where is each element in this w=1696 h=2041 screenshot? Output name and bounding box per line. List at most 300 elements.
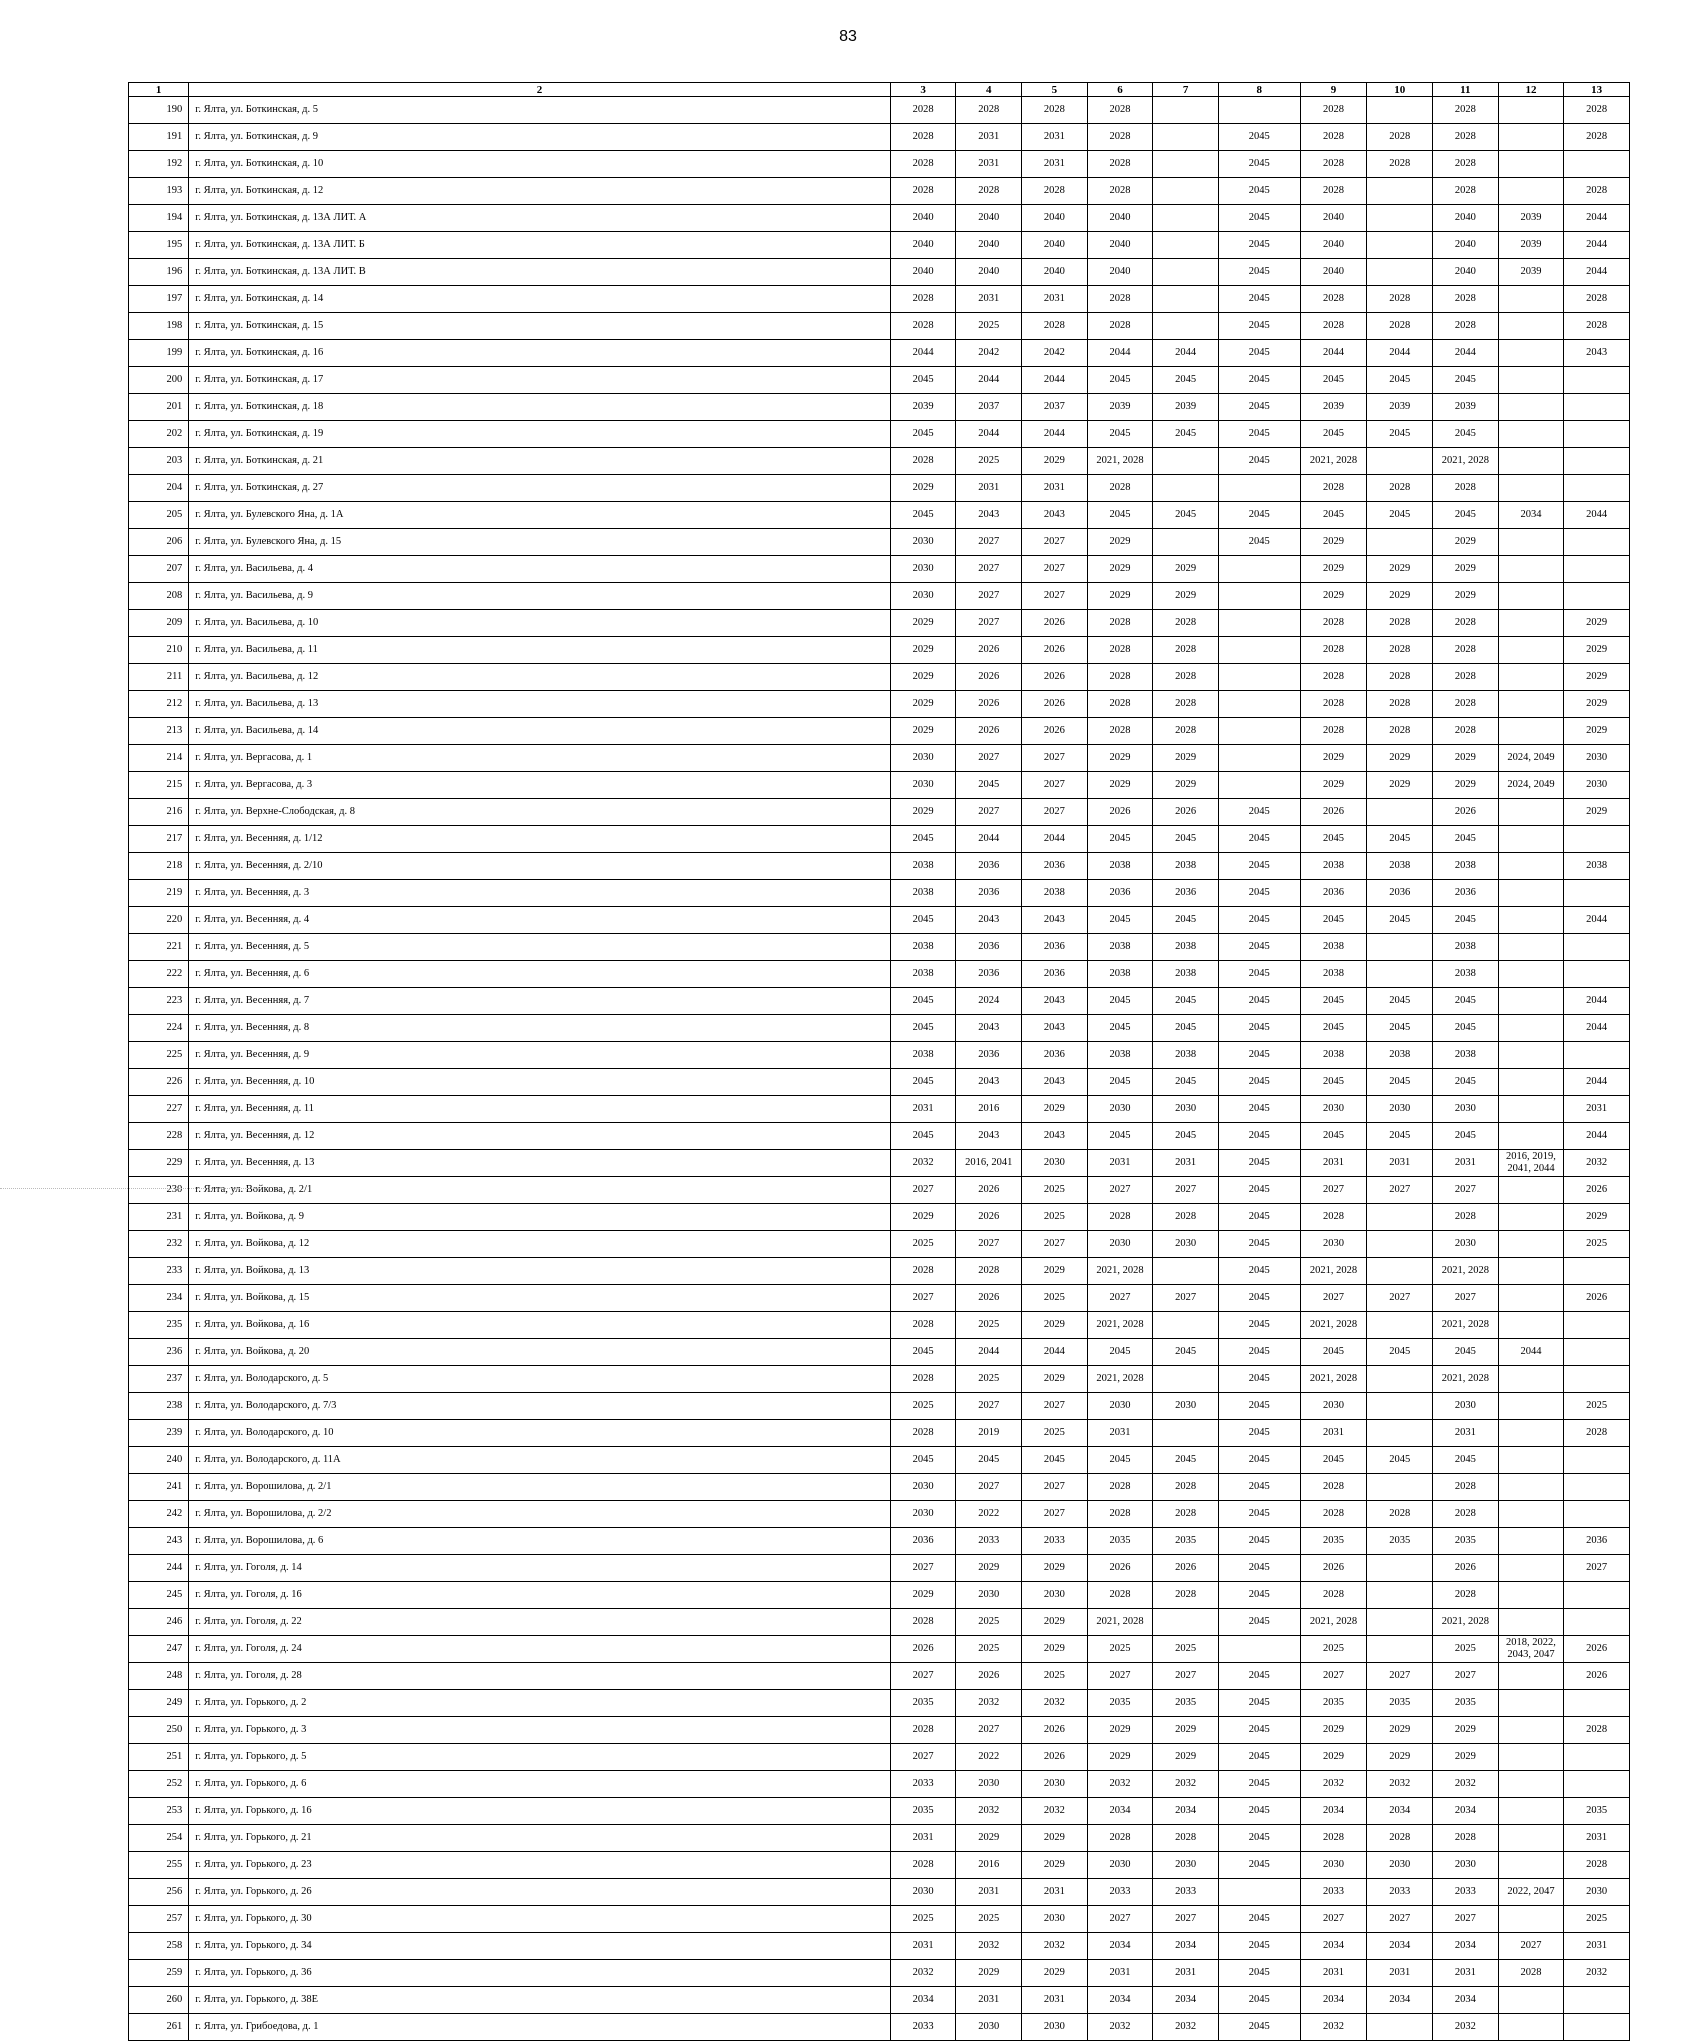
year-cell: 2045	[890, 367, 956, 394]
year-cell: 2028	[1433, 1204, 1499, 1231]
year-cell: 2031	[1300, 1420, 1367, 1447]
year-cell: 2029	[1300, 1744, 1367, 1771]
year-cell: 2031	[1433, 1420, 1499, 1447]
table-row	[129, 1420, 1630, 1447]
year-cell: 2028	[1564, 124, 1630, 151]
year-cell: 2045	[1218, 313, 1300, 340]
year-cell: 2045	[1218, 1285, 1300, 1312]
year-cell: 2029	[1022, 1960, 1088, 1987]
year-cell: 2027	[890, 1177, 956, 1204]
year-cell: 2028	[1367, 610, 1433, 637]
year-cell: 2028	[1564, 1420, 1630, 1447]
year-cell: 2045	[1367, 367, 1433, 394]
column-header: 4	[956, 83, 1022, 97]
address-cell: г. Ялта, ул. Весенняя, д. 9	[189, 1042, 891, 1069]
year-cell: 2044	[1022, 826, 1088, 853]
year-cell: 2028	[890, 151, 956, 178]
year-cell: 2028	[1367, 286, 1433, 313]
year-cell	[1153, 124, 1219, 151]
year-cell: 2045	[1087, 502, 1153, 529]
year-cell	[1367, 799, 1433, 826]
year-cell: 2034	[890, 1987, 956, 2014]
table-row	[129, 1852, 1630, 1879]
year-cell: 2025	[956, 448, 1022, 475]
year-cell: 2045	[1433, 907, 1499, 934]
address-cell: г. Ялта, ул. Весенняя, д. 11	[189, 1096, 891, 1123]
year-cell: 2027	[1022, 583, 1088, 610]
year-cell: 2029	[1153, 583, 1219, 610]
year-cell	[1498, 1393, 1564, 1420]
year-cell: 2028	[1433, 691, 1499, 718]
year-cell: 2028	[1300, 1501, 1367, 1528]
table-row	[129, 1015, 1630, 1042]
year-cell: 2032	[1300, 1771, 1367, 1798]
year-cell: 2031	[956, 1987, 1022, 2014]
year-cell: 2028	[1087, 1501, 1153, 1528]
year-cell	[1498, 1609, 1564, 1636]
year-cell: 2031	[1087, 1150, 1153, 1177]
row-number-cell: 211	[129, 664, 189, 691]
year-cell: 2034	[1153, 1933, 1219, 1960]
year-cell: 2029	[1564, 718, 1630, 745]
year-cell	[1498, 826, 1564, 853]
row-number-cell: 221	[129, 934, 189, 961]
year-cell: 2029	[1564, 610, 1630, 637]
year-cell: 2028	[1087, 1474, 1153, 1501]
year-cell: 2029	[1087, 1744, 1153, 1771]
year-cell: 2030	[1564, 745, 1630, 772]
year-cell: 2029	[1564, 799, 1630, 826]
year-cell: 2029	[1433, 1744, 1499, 1771]
year-cell: 2044	[1564, 1069, 1630, 1096]
year-cell	[1218, 97, 1300, 124]
address-cell: г. Ялта, ул. Боткинская, д. 13А ЛИТ. Б	[189, 232, 891, 259]
year-cell: 2036	[1367, 880, 1433, 907]
address-cell: г. Ялта, ул. Боткинская, д. 17	[189, 367, 891, 394]
year-cell	[1153, 1420, 1219, 1447]
year-cell: 2045	[1300, 1447, 1367, 1474]
year-cell: 2030	[1433, 1852, 1499, 1879]
year-cell: 2027	[890, 1285, 956, 1312]
year-cell: 2028	[1153, 1582, 1219, 1609]
year-cell: 2028	[1367, 151, 1433, 178]
table-row	[129, 1825, 1630, 1852]
year-cell: 2033	[1087, 1879, 1153, 1906]
year-cell: 2039	[1153, 394, 1219, 421]
year-cell: 2025	[890, 1906, 956, 1933]
year-cell: 2029	[956, 1555, 1022, 1582]
row-number-cell: 238	[129, 1393, 189, 1420]
row-number-cell: 193	[129, 178, 189, 205]
year-cell: 2029	[1433, 556, 1499, 583]
row-number-cell: 190	[129, 97, 189, 124]
address-cell: г. Ялта, ул. Весенняя, д. 7	[189, 988, 891, 1015]
year-cell: 2028	[1300, 286, 1367, 313]
table-row	[129, 97, 1630, 124]
address-cell: г. Ялта, ул. Володарского, д. 10	[189, 1420, 891, 1447]
year-cell: 2031	[1087, 1960, 1153, 1987]
row-number-cell: 200	[129, 367, 189, 394]
year-cell	[1498, 556, 1564, 583]
year-cell	[1498, 1177, 1564, 1204]
year-cell: 2040	[890, 259, 956, 286]
year-cell: 2045	[890, 826, 956, 853]
year-cell: 2028	[1498, 1960, 1564, 1987]
year-cell: 2036	[1433, 880, 1499, 907]
year-cell: 2028	[1153, 664, 1219, 691]
table-row	[129, 475, 1630, 502]
year-cell	[1498, 1987, 1564, 2014]
table-row	[129, 313, 1630, 340]
year-cell: 2045	[1300, 421, 1367, 448]
year-cell: 2045	[1153, 1123, 1219, 1150]
year-cell: 2030	[1087, 1393, 1153, 1420]
year-cell	[1367, 1366, 1433, 1393]
row-number-cell: 225	[129, 1042, 189, 1069]
year-cell	[1498, 961, 1564, 988]
year-cell: 2029	[1433, 583, 1499, 610]
year-cell	[1498, 583, 1564, 610]
year-cell: 2039	[1300, 394, 1367, 421]
year-cell: 2045	[1218, 1771, 1300, 1798]
year-cell: 2031	[1367, 1150, 1433, 1177]
address-cell: г. Ялта, ул. Весенняя, д. 8	[189, 1015, 891, 1042]
year-cell: 2045	[1367, 1069, 1433, 1096]
year-cell: 2025	[956, 1609, 1022, 1636]
year-cell: 2029	[1087, 1717, 1153, 1744]
year-cell: 2045	[1153, 1015, 1219, 1042]
row-number-cell: 245	[129, 1582, 189, 1609]
year-cell: 2038	[890, 1042, 956, 1069]
year-cell: 2045	[1218, 1204, 1300, 1231]
year-cell: 2028	[890, 448, 956, 475]
table-row	[129, 637, 1630, 664]
column-header: 1	[129, 83, 189, 97]
year-cell: 2028	[1087, 1204, 1153, 1231]
year-cell: 2045	[1218, 340, 1300, 367]
table-row	[129, 1663, 1630, 1690]
year-cell: 2032	[1367, 1771, 1433, 1798]
year-cell	[1564, 826, 1630, 853]
year-cell: 2045	[1087, 1123, 1153, 1150]
row-number-cell: 226	[129, 1069, 189, 1096]
year-cell: 2032	[1433, 1771, 1499, 1798]
address-cell: г. Ялта, ул. Вергасова, д. 3	[189, 772, 891, 799]
year-cell	[1367, 178, 1433, 205]
address-cell: г. Ялта, ул. Боткинская, д. 21	[189, 448, 891, 475]
row-number-cell: 208	[129, 583, 189, 610]
year-cell	[1498, 1690, 1564, 1717]
year-cell: 2028	[1087, 313, 1153, 340]
year-cell: 2045	[890, 421, 956, 448]
year-cell: 2045	[890, 907, 956, 934]
year-cell: 2044	[1022, 421, 1088, 448]
year-cell: 2045	[1300, 1123, 1367, 1150]
year-cell	[1218, 691, 1300, 718]
year-cell: 2029	[1087, 583, 1153, 610]
address-cell: г. Ялта, ул. Володарского, д. 7/3	[189, 1393, 891, 1420]
year-cell: 2045	[1218, 961, 1300, 988]
year-cell: 2031	[890, 1933, 956, 1960]
table-row	[129, 934, 1630, 961]
year-cell	[1367, 232, 1433, 259]
year-cell: 2045	[1087, 1447, 1153, 1474]
year-cell: 2028	[1433, 286, 1499, 313]
year-cell	[1153, 97, 1219, 124]
year-cell: 2032	[890, 1150, 956, 1177]
address-cell: г. Ялта, ул. Весенняя, д. 1/12	[189, 826, 891, 853]
year-cell: 2021, 2028	[1087, 1258, 1153, 1285]
year-cell: 2040	[890, 205, 956, 232]
year-cell: 2040	[890, 232, 956, 259]
year-cell: 2029	[1153, 745, 1219, 772]
year-cell: 2026	[956, 1204, 1022, 1231]
year-cell: 2036	[1300, 880, 1367, 907]
year-cell: 2033	[1153, 1879, 1219, 1906]
table-row	[129, 691, 1630, 718]
year-cell: 2030	[1433, 1393, 1499, 1420]
year-cell: 2029	[1367, 1744, 1433, 1771]
year-cell: 2027	[1433, 1663, 1499, 1690]
column-header: 2	[189, 83, 891, 97]
year-cell: 2044	[956, 826, 1022, 853]
year-cell: 2045	[1433, 367, 1499, 394]
year-cell: 2029	[1300, 556, 1367, 583]
year-cell: 2025	[1022, 1420, 1088, 1447]
table-row	[129, 1987, 1630, 2014]
year-cell	[1218, 637, 1300, 664]
row-number-cell: 237	[129, 1366, 189, 1393]
year-cell: 2028	[1433, 97, 1499, 124]
year-cell: 2028	[890, 97, 956, 124]
year-cell: 2045	[1218, 151, 1300, 178]
year-cell: 2028	[1087, 1825, 1153, 1852]
year-cell: 2044	[1300, 340, 1367, 367]
year-cell	[1153, 1366, 1219, 1393]
year-cell: 2030	[890, 1474, 956, 1501]
year-cell: 2029	[1087, 556, 1153, 583]
address-cell: г. Ялта, ул. Васильева, д. 4	[189, 556, 891, 583]
year-cell: 2025	[1564, 1393, 1630, 1420]
row-number-cell: 228	[129, 1123, 189, 1150]
year-cell: 2030	[1153, 1231, 1219, 1258]
table-row	[129, 448, 1630, 475]
table-row	[129, 1717, 1630, 1744]
year-cell	[1218, 718, 1300, 745]
table-row	[129, 205, 1630, 232]
year-cell: 2045	[1218, 1744, 1300, 1771]
year-cell	[1498, 97, 1564, 124]
year-cell: 2018, 2022, 2043, 2047	[1498, 1636, 1564, 1663]
year-cell: 2027	[956, 1474, 1022, 1501]
year-cell: 2036	[1564, 1528, 1630, 1555]
table-row	[129, 1609, 1630, 1636]
year-cell: 2029	[1022, 1258, 1088, 1285]
year-cell	[1498, 1798, 1564, 1825]
year-cell: 2045	[1300, 907, 1367, 934]
year-cell: 2031	[890, 1096, 956, 1123]
year-cell: 2043	[956, 502, 1022, 529]
year-cell: 2038	[1153, 934, 1219, 961]
year-cell: 2030	[890, 772, 956, 799]
year-cell	[1564, 1690, 1630, 1717]
year-cell: 2045	[1218, 259, 1300, 286]
year-cell: 2036	[1022, 1042, 1088, 1069]
address-cell: г. Ялта, ул. Боткинская, д. 16	[189, 340, 891, 367]
year-cell: 2028	[890, 1420, 956, 1447]
row-number-cell: 219	[129, 880, 189, 907]
year-cell: 2035	[1300, 1528, 1367, 1555]
year-cell: 2045	[1367, 826, 1433, 853]
address-cell: г. Ялта, ул. Горького, д. 21	[189, 1825, 891, 1852]
year-cell: 2016	[956, 1096, 1022, 1123]
year-cell: 2028	[1564, 286, 1630, 313]
year-cell: 2038	[1300, 1042, 1367, 1069]
year-cell: 2033	[890, 1771, 956, 1798]
row-number-cell: 252	[129, 1771, 189, 1798]
table-row	[129, 1771, 1630, 1798]
year-cell: 2045	[1153, 988, 1219, 1015]
row-number-cell: 257	[129, 1906, 189, 1933]
year-cell: 2033	[956, 1528, 1022, 1555]
year-cell: 2035	[890, 1798, 956, 1825]
year-cell: 2031	[1433, 1960, 1499, 1987]
year-cell: 2045	[1153, 421, 1219, 448]
year-cell	[1498, 1717, 1564, 1744]
year-cell: 2038	[1087, 934, 1153, 961]
table-row	[129, 124, 1630, 151]
year-cell: 2044	[1564, 205, 1630, 232]
year-cell: 2028	[890, 1258, 956, 1285]
year-cell: 2044	[956, 421, 1022, 448]
year-cell	[1564, 1501, 1630, 1528]
year-cell: 2032	[1564, 1150, 1630, 1177]
year-cell: 2028	[1087, 637, 1153, 664]
year-cell: 2030	[1433, 1096, 1499, 1123]
year-cell: 2027	[956, 610, 1022, 637]
year-cell: 2031	[956, 151, 1022, 178]
address-cell: г. Ялта, ул. Горького, д. 2	[189, 1690, 891, 1717]
year-cell: 2045	[1153, 367, 1219, 394]
year-cell: 2027	[1153, 1285, 1219, 1312]
year-cell: 2045	[1153, 502, 1219, 529]
year-cell: 2031	[1087, 1420, 1153, 1447]
year-cell	[1498, 637, 1564, 664]
year-cell: 2026	[1564, 1285, 1630, 1312]
row-number-cell: 229	[129, 1150, 189, 1177]
address-cell: г. Ялта, ул. Горького, д. 30	[189, 1906, 891, 1933]
year-cell: 2026	[1087, 799, 1153, 826]
address-cell: г. Ялта, ул. Боткинская, д. 19	[189, 421, 891, 448]
address-cell: г. Ялта, ул. Весенняя, д. 6	[189, 961, 891, 988]
year-cell	[1367, 259, 1433, 286]
year-cell: 2032	[1022, 1798, 1088, 1825]
year-cell: 2040	[1087, 232, 1153, 259]
year-cell: 2045	[890, 1447, 956, 1474]
year-cell: 2028	[956, 1258, 1022, 1285]
year-cell	[1498, 1474, 1564, 1501]
year-cell: 2045	[1087, 988, 1153, 1015]
year-cell: 2043	[956, 1069, 1022, 1096]
year-cell: 2028	[1367, 664, 1433, 691]
year-cell: 2028	[1367, 475, 1433, 502]
year-cell	[1498, 1258, 1564, 1285]
year-cell: 2034	[1367, 1798, 1433, 1825]
year-cell: 2029	[890, 637, 956, 664]
address-cell: г. Ялта, ул. Ворошилова, д. 6	[189, 1528, 891, 1555]
year-cell: 2045	[1218, 1096, 1300, 1123]
address-cell: г. Ялта, ул. Верхне-Слободская, д. 8	[189, 799, 891, 826]
year-cell: 2028	[890, 313, 956, 340]
year-cell: 2030	[956, 1582, 1022, 1609]
year-cell: 2028	[1087, 97, 1153, 124]
year-cell: 2036	[956, 961, 1022, 988]
row-number-cell: 241	[129, 1474, 189, 1501]
year-cell: 2028	[1564, 313, 1630, 340]
year-cell: 2034	[1433, 1987, 1499, 2014]
year-cell: 2029	[1022, 1636, 1088, 1663]
year-cell: 2030	[1022, 1150, 1088, 1177]
year-cell	[1367, 1204, 1433, 1231]
year-cell	[1498, 1771, 1564, 1798]
year-cell: 2024	[956, 988, 1022, 1015]
row-number-cell: 191	[129, 124, 189, 151]
address-cell: г. Ялта, ул. Ворошилова, д. 2/2	[189, 1501, 891, 1528]
year-cell: 2029	[1153, 772, 1219, 799]
year-cell: 2044	[1367, 340, 1433, 367]
year-cell: 2031	[1022, 151, 1088, 178]
table-row	[129, 880, 1630, 907]
year-cell	[1564, 1582, 1630, 1609]
row-number-cell: 214	[129, 745, 189, 772]
year-cell: 2016, 2041	[956, 1150, 1022, 1177]
year-cell: 2036	[1087, 880, 1153, 907]
year-cell: 2028	[1087, 475, 1153, 502]
year-cell: 2038	[1300, 853, 1367, 880]
year-cell: 2045	[1087, 1069, 1153, 1096]
year-cell: 2044	[1498, 1339, 1564, 1366]
year-cell: 2027	[1367, 1177, 1433, 1204]
year-cell: 2028	[1367, 718, 1433, 745]
table-row	[129, 394, 1630, 421]
year-cell: 2026	[1022, 1744, 1088, 1771]
table-row	[129, 718, 1630, 745]
year-cell: 2029	[956, 1825, 1022, 1852]
year-cell	[1498, 664, 1564, 691]
year-cell: 2030	[1300, 1393, 1367, 1420]
year-cell: 2044	[1153, 340, 1219, 367]
year-cell: 2027	[1300, 1663, 1367, 1690]
year-cell: 2026	[956, 637, 1022, 664]
year-cell	[1564, 367, 1630, 394]
year-cell: 2025	[956, 1312, 1022, 1339]
year-cell	[1564, 1312, 1630, 1339]
address-cell: г. Ялта, ул. Боткинская, д. 27	[189, 475, 891, 502]
year-cell: 2029	[1300, 772, 1367, 799]
year-cell	[1564, 556, 1630, 583]
year-cell: 2029	[1022, 1852, 1088, 1879]
year-cell: 2029	[1087, 745, 1153, 772]
table-row	[129, 1285, 1630, 1312]
year-cell	[1218, 1636, 1300, 1663]
row-number-cell: 248	[129, 1663, 189, 1690]
address-cell: г. Ялта, ул. Весенняя, д. 3	[189, 880, 891, 907]
year-cell: 2026	[1022, 637, 1088, 664]
year-cell: 2026	[1433, 1555, 1499, 1582]
table-row	[129, 853, 1630, 880]
table-row	[129, 1555, 1630, 1582]
year-cell: 2038	[1367, 853, 1433, 880]
